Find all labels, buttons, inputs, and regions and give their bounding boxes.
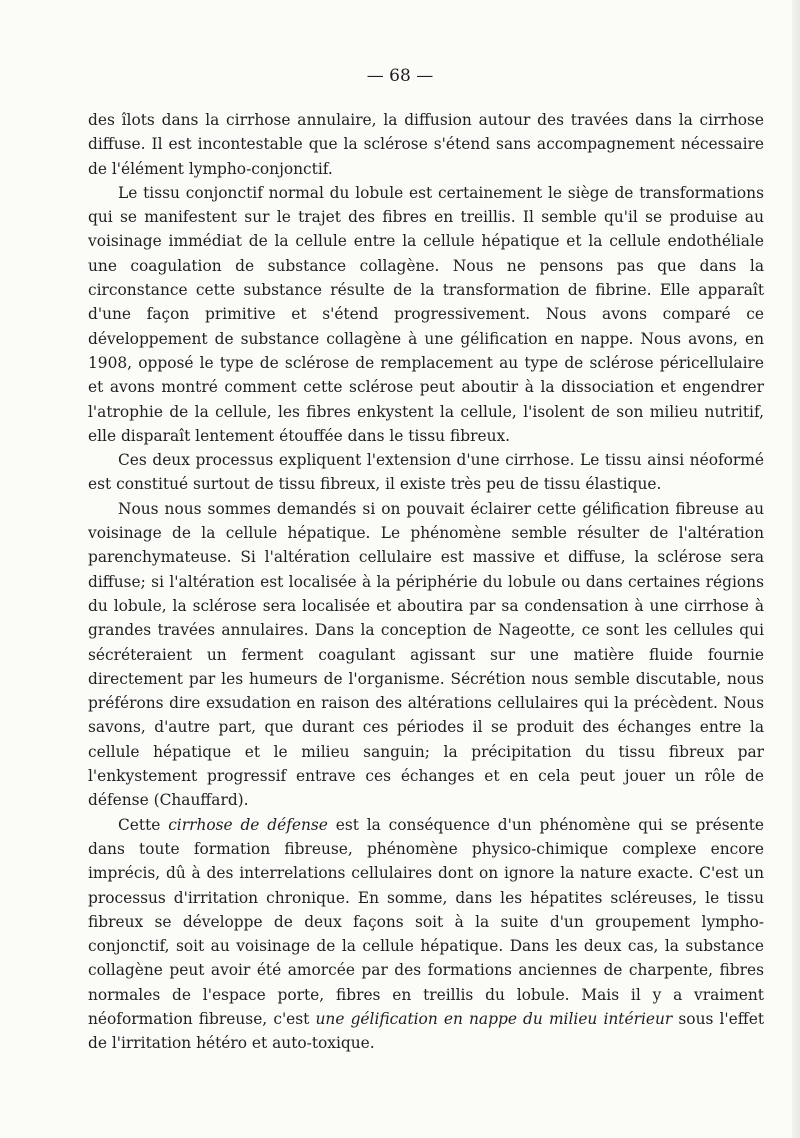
paragraph-2 [88,181,764,448]
paragraph-5 [88,813,764,1056]
paragraph-4-text: Nous nous sommes demandés si on pouvait éclairer cette gélification fibreuse au voisinage de la cellule hépatique. Le phénomène semble résulter de l'altération parenchymateuse. Si l'altération cellulaire est massive et diffuse, la sclérose sera diffuse; si l'altération est localisée à la périphérie du lobule ou dans certaines régions du lobule, la sclérose sera localisée et aboutira par sa condensation à une cirrhose à grandes travées annulaires. Dans la conception de Nageotte, ce sont les cellules qui sécréteraient un ferment coagulant agissant sur une matière fluide fournie directement par les humeurs de l'organisme. Sécrétion nous semble discutable, nous préférons dire exsudation en raison des altérations cellulaires qui la précèdent. Nous savons, d'autre part, que durant ces périodes il se produit des échanges entre la cellule hépatique et le milieu sanguin; la précipitation du tissu fibreux par l'enkystement progressif entrave ces échanges et en cela peut jouer un rôle de défense (Chauffard). [88,499,764,810]
paragraph-2-text: Le tissu conjonctif normal du lobule est certainement le siège de transformations qui se manifestent sur le trajet des fibres en treillis. Il semble qu'il se produise au voisinage immédiat de la cellule entre la cellule hépatique et la cellule endothéliale une coagulation de substance collagène. Nous ne pensons pas que dans la circonstance cette substance résulte de la transformation de fibrine. Elle apparaît d'une façon primitive et s'étend progressivement. Nous avons comparé ce développement de substance collagène à une gélification en nappe. Nous avons, en 1908, opposé le type de sclérose de remplacement au type de sclérose péricellulaire et avons montré comment cette sclérose peut aboutir à la dissociation et engendrer l'atrophie de la cellule, les fibres enkystent la cellule, l'isolent de son milieu nutritif, elle disparaît lentement étouffée dans le tissu fibreux. [88,183,764,445]
paragraph-5-text-b: est la conséquence d'un phénomène qui se présente dans toute formation fibreuse, phénomène physico-chimique complexe encore imprécis, dû à des interrelations cellulaires dont on ignore la nature exacte. C'est un processus d'irritation chronique. En somme, dans les hépatites scléreuses, le tissu fibreux se développe de deux façons soit à la suite d'un groupement lympho-conjonctif, soit au voisinage de la cellule hépatique. Dans les deux cas, la substance collagène peut avoir été amorcée par des formations anciennes de charpente, fibres normales de l'espace porte, fibres en treillis du lobule. Mais il y a vraiment néoformation fibreuse, c'est [88,815,764,1028]
paragraph-3 [88,448,764,497]
paragraph-3-text: Ces deux processus expliquent l'extension d'une cirrhose. Le tissu ainsi néoformé est constitué surtout de tissu fibreux, il existe très peu de tissu élastique. [88,451,764,494]
page-number: — 68 — [366,66,434,86]
paragraph-5-italic-a: cirrhose de défense [168,815,328,834]
body-text [88,108,764,1056]
paragraph-1-text: des îlots dans la cirrhose annulaire, la diffusion autour des travées dans la cirrhose diffuse. Il est incontestable que la sclérose s'étend sans accompagnement nécessaire de l'élément lympho-conjonctif. [88,111,764,178]
paragraph-1 [88,108,764,181]
paragraph-5-text-c: sous l'effet de l'irritation hétéro et auto-toxique. [88,1009,764,1053]
paragraph-5-italic-b: une gélification en nappe du milieu intérieur [315,1009,673,1028]
paragraph-5-text-a: Cette [118,815,169,834]
paragraph-4 [88,497,764,813]
scan-edge-shadow [792,0,800,1138]
